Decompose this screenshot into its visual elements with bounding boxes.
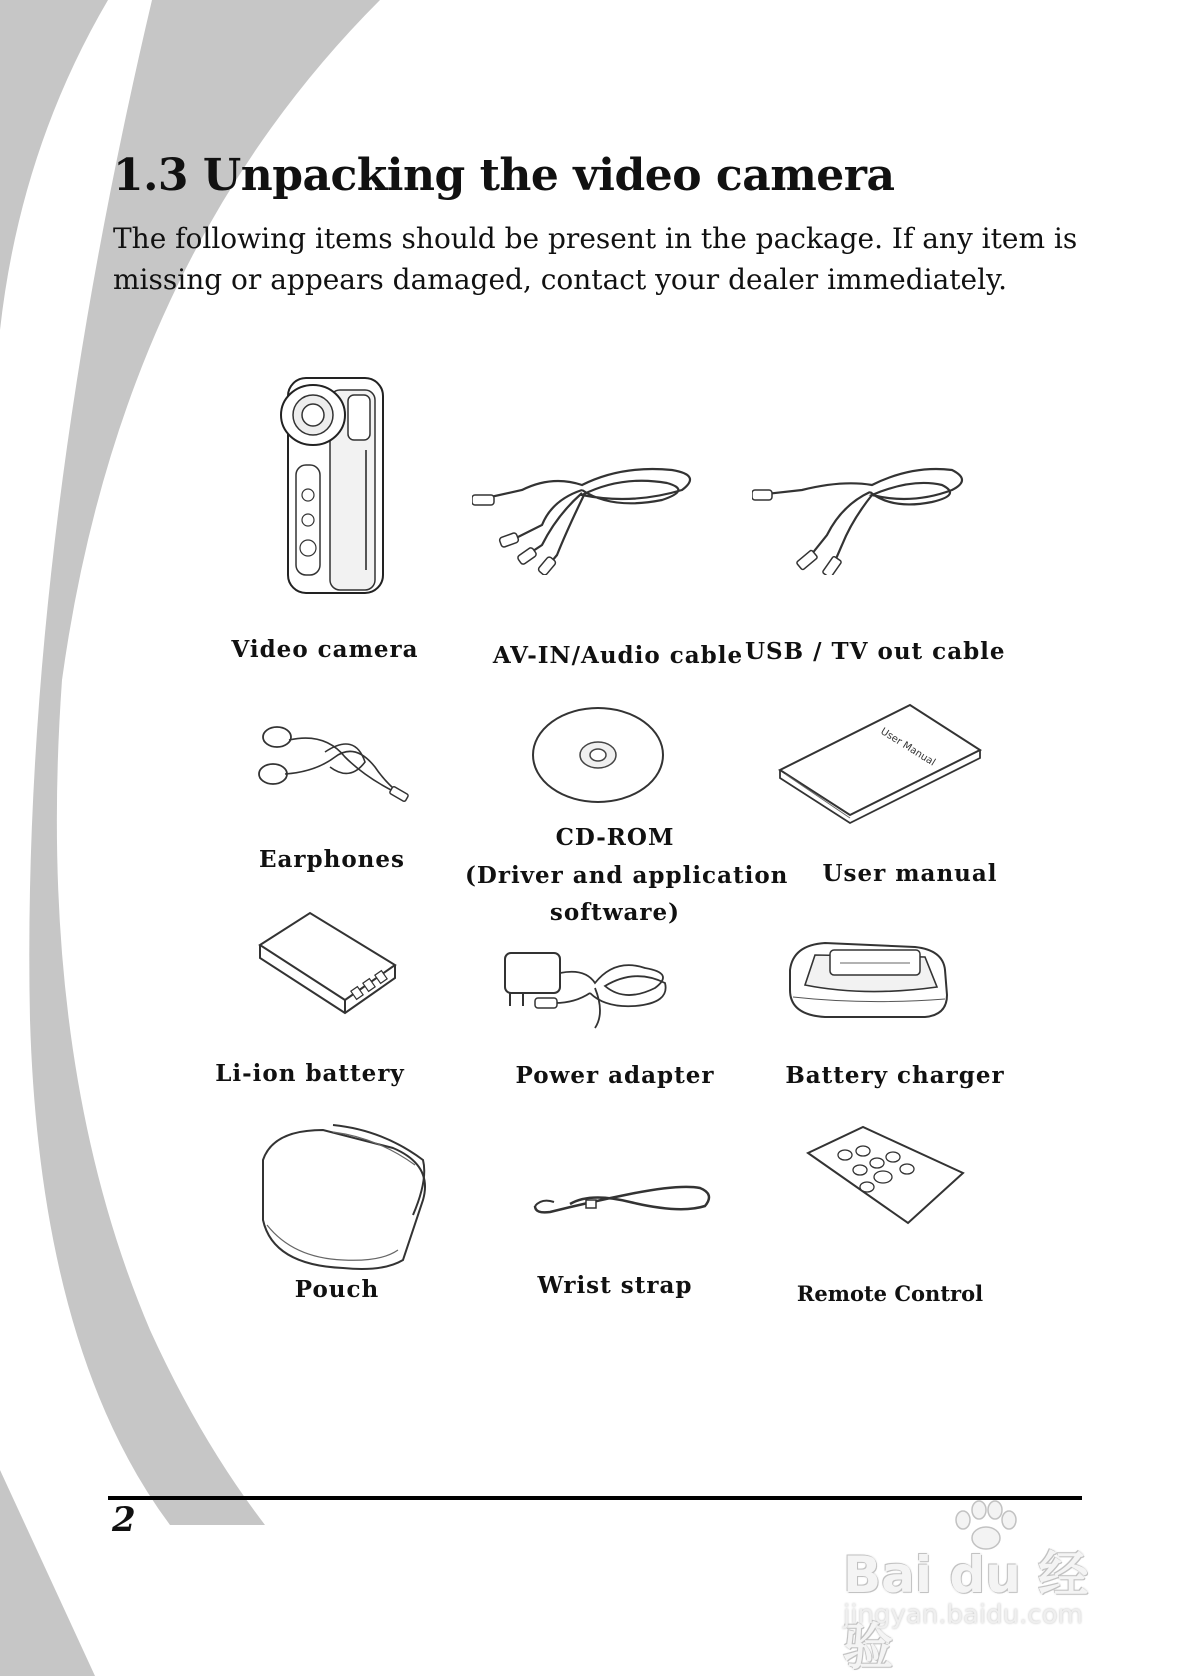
usb-cable-icon — [752, 450, 972, 575]
item-label-power-adapter: Power adapter — [515, 1062, 715, 1089]
av-cable-icon — [472, 445, 712, 575]
item-label-usb-cable: USB / TV out cable — [745, 638, 1006, 665]
item-label-earphones: Earphones — [258, 846, 405, 873]
user-manual-cover-text: User Manual — [878, 726, 938, 769]
item-label-cd-rom-line3: software) — [549, 899, 681, 926]
pouch-icon — [253, 1120, 438, 1275]
item-label-cd-rom-line2: (Driver and application — [465, 862, 789, 889]
intro-paragraph: The following items should be present in the package. If any item is missing or appears damaged, contact your dealer immediately. — [113, 222, 1078, 296]
wrist-strap-icon — [530, 1182, 715, 1222]
page-title: 1.3 Unpacking the video camera — [113, 150, 895, 201]
cd-rom-icon — [530, 705, 666, 805]
battery-icon — [255, 910, 400, 1020]
video-camera-icon — [268, 370, 403, 600]
earphones-icon — [255, 712, 415, 812]
item-label-battery: Li-ion battery — [215, 1060, 405, 1087]
watermark-site: jingyan.baidu.com — [843, 1600, 1083, 1630]
power-adapter-icon — [495, 948, 685, 1033]
item-label-pouch: Pouch — [294, 1276, 380, 1303]
watermark-brand: Bai du 经验 — [843, 1546, 1089, 1676]
user-manual-icon — [775, 700, 985, 825]
remote-control-icon — [805, 1125, 965, 1225]
item-label-user-manual: User manual — [822, 860, 998, 887]
item-label-video-camera: Video camera — [231, 636, 419, 663]
battery-charger-icon — [785, 935, 950, 1020]
footer-rule — [108, 1496, 1082, 1500]
baidu-watermark — [843, 1505, 1123, 1676]
item-label-av-cable: AV-IN/Audio cable — [492, 642, 744, 669]
page-number: 2 — [112, 1500, 136, 1540]
item-label-wrist-strap: Wrist strap — [537, 1272, 693, 1299]
item-label-battery-charger: Battery charger — [785, 1062, 1005, 1089]
item-label-cd-rom-line1: CD-ROM — [555, 824, 675, 851]
item-label-remote-control: Remote Control — [796, 1281, 984, 1306]
